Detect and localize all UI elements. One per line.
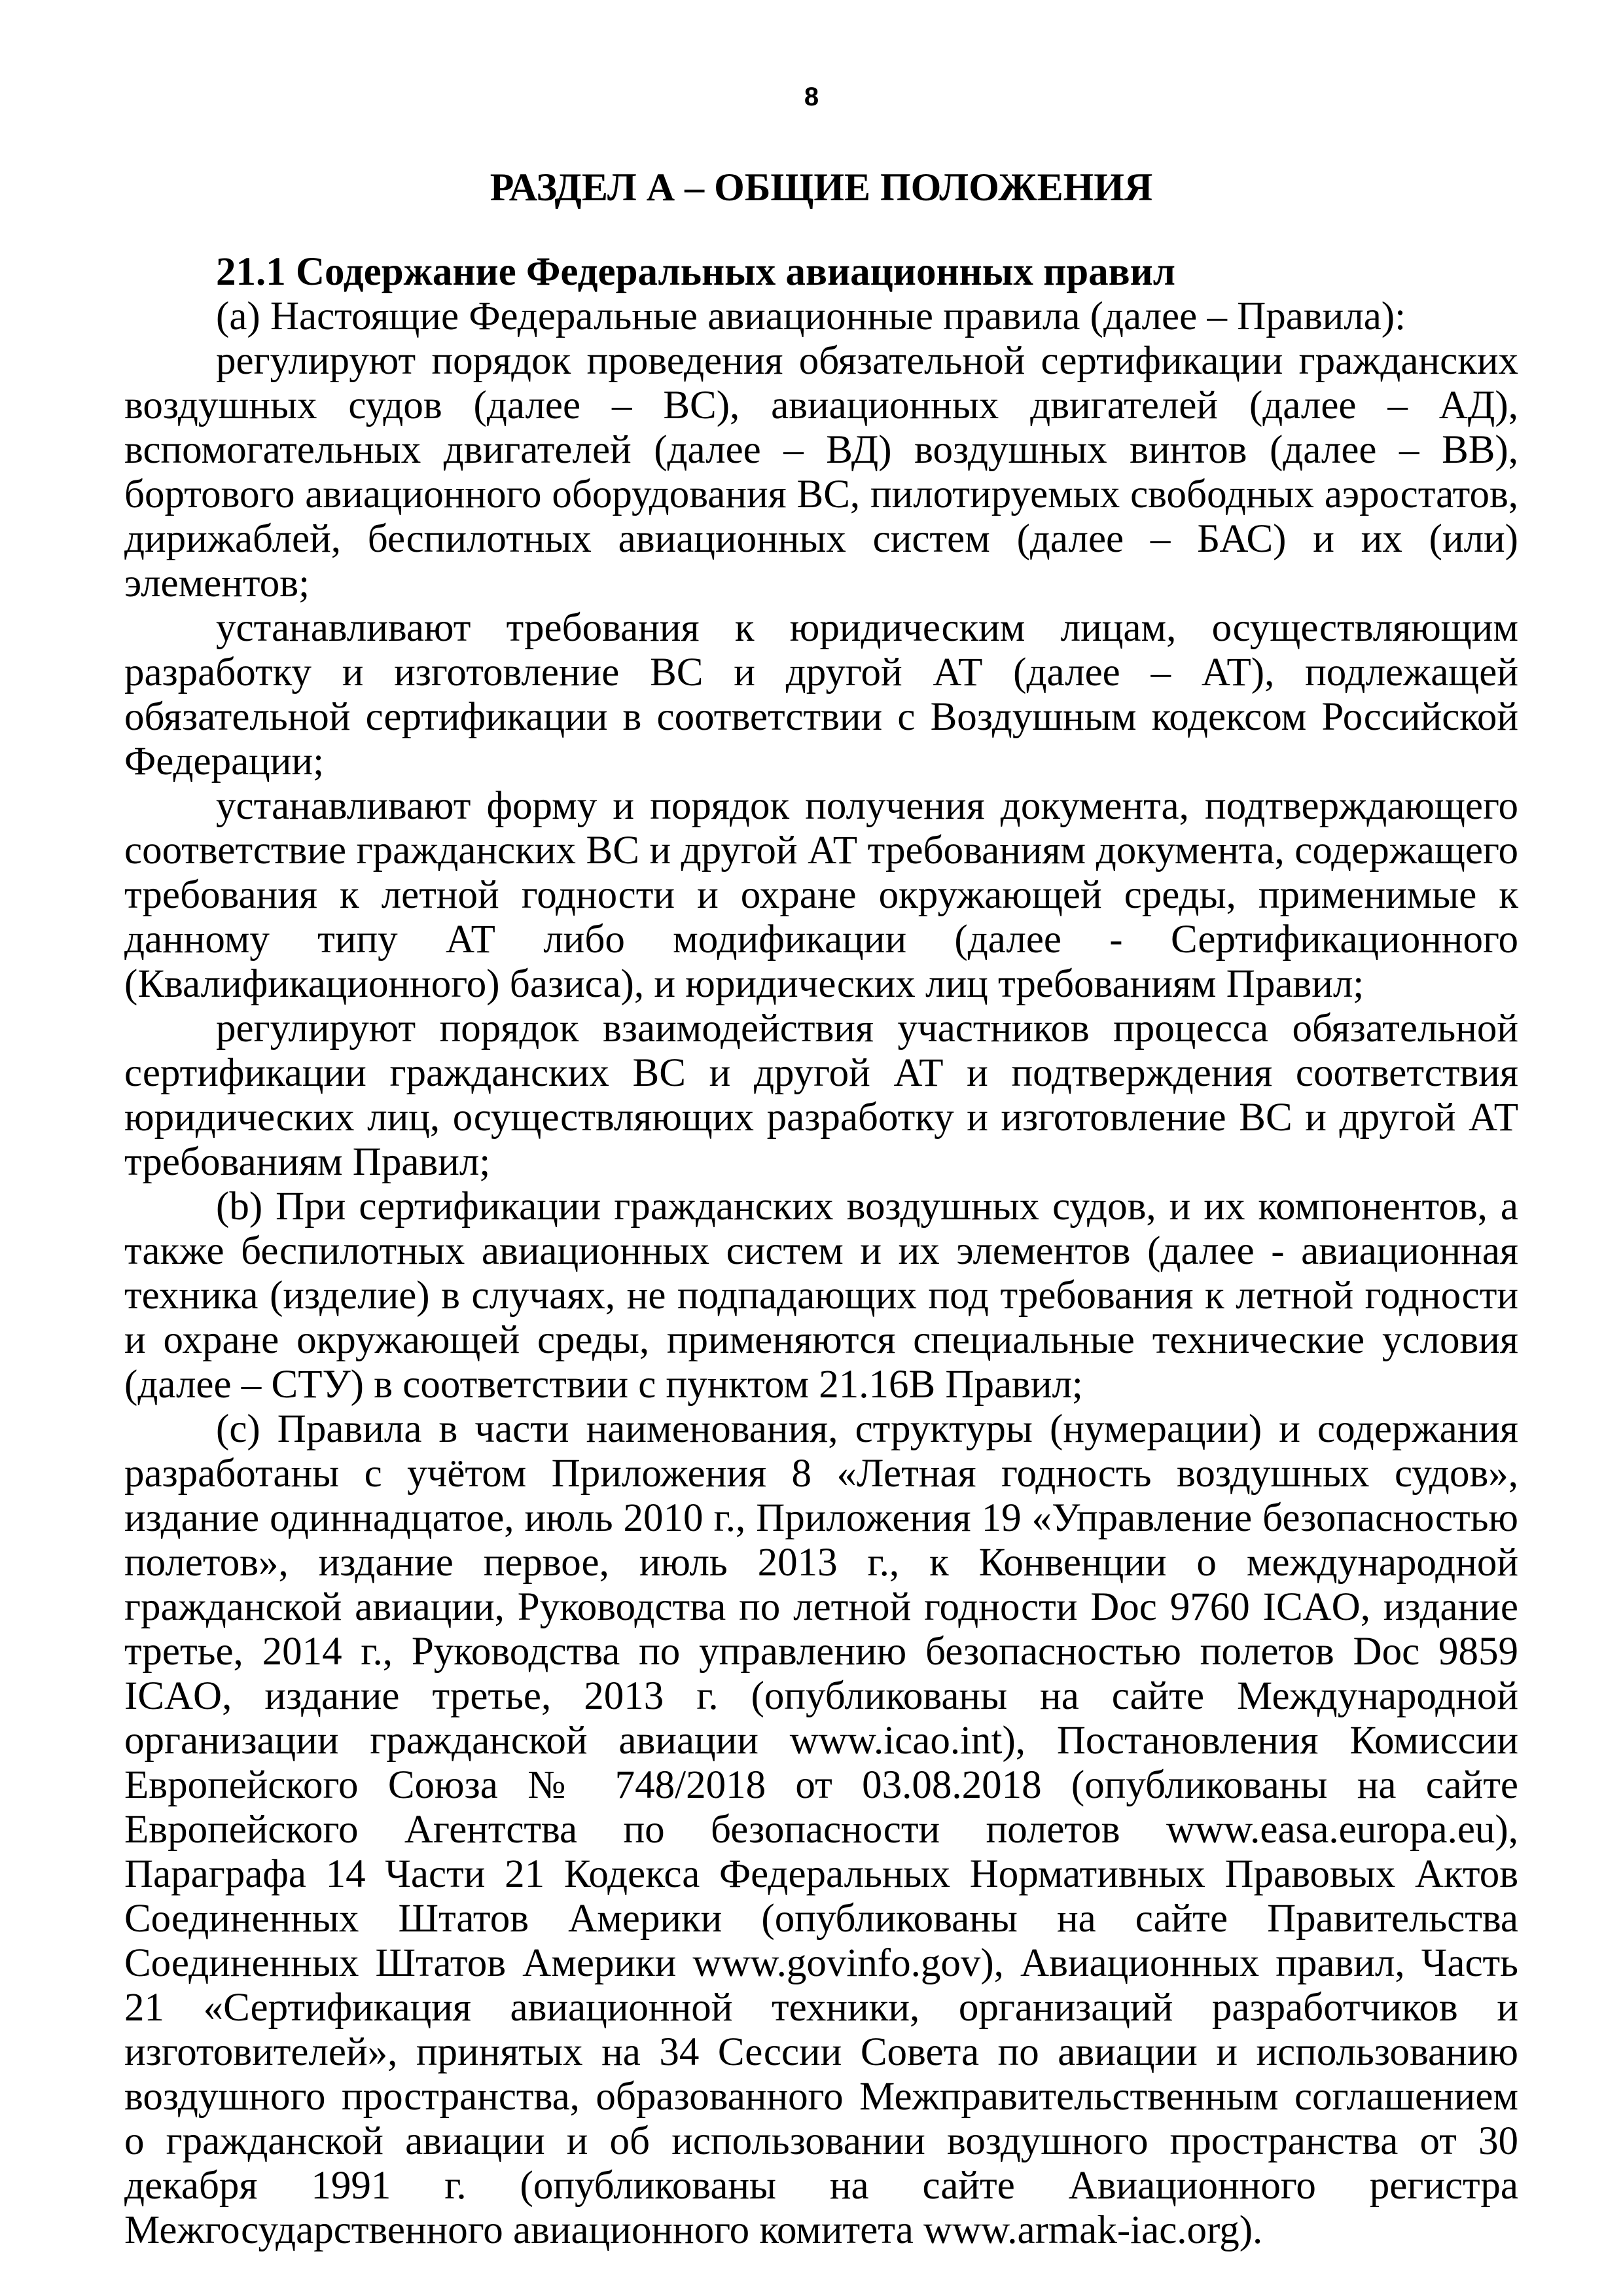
- subsection-title: 21.1 Содержание Федеральных авиационных правил: [216, 250, 1175, 294]
- paragraph-document-form: устанавливают форму и порядок получения документа, подтверждающего соответствие гражданских ВС и другой АТ требованиям документа, содержащего требования к летной годности и охране окружающей среды, применимые к данному типу АТ либо модификации (далее - Сертификационного (Квалификационного) базиса), и юридических лиц требованиям Правил;: [124, 784, 1518, 1006]
- page-number: 8: [804, 82, 819, 111]
- document-body: [124, 250, 1518, 2253]
- paragraph-b-special-conditions: (b) При сертификации гражданских воздушных судов, и их компонентов, а также беспилотных авиационных систем и их элементов (далее - авиационная техника (изделие) в случаях, не подпадающих под требования к летной годности и охране окружающей среды, применяются специальные технические условия (далее – СТУ) в соответствии с пунктом 21.16В Правил;: [124, 1185, 1518, 1407]
- paragraph-a-intro: (a) Настоящие Федеральные авиационные правила (далее – Правила):: [216, 295, 1406, 338]
- paragraph-participant-interaction: регулируют порядок взаимодействия участников процесса обязательной сертификации гражданских ВС и другой АТ и подтверждения соответствия юридических лиц, осуществляющих разработку и изготовление ВС и другой АТ требованиям Правил;: [124, 1007, 1518, 1184]
- paragraph-legal-entity-requirements: устанавливают требования к юридическим лицам, осуществляющим разработку и изготовление ВС и другой АТ (далее – АТ), подлежащей обязательной сертификации в соответствии с Воздушным кодексом Российской Федерации;: [124, 606, 1518, 783]
- paragraph-certification-scope: регулируют порядок проведения обязательной сертификации гражданских воздушных судов (далее – ВС), авиационных двигателей (далее – АД), вспомогательных двигателей (далее – ВД) воздушных винтов (далее – ВВ), бортового авиационного оборудования ВС, пилотируемых свободных аэростатов, дирижаблей, беспилотных авиационных систем (далее – БАС) и их (или) элементов;: [124, 339, 1518, 605]
- paragraph-c-references: (c) Правила в части наименования, структуры (нумерации) и содержания разработаны с учётом Приложения 8 «Летная годность воздушных судов», издание одиннадцатое, июль 2010 г., Приложения 19 «Управление безопасностью полетов», издание первое, июль 2013 г., к Конвенции о международной гражданской авиации, Руководства по летной годности Doc 9760 ICAO, издание третье, 2014 г., Руководства по управлению безопасностью полетов Doc 9859 ICAO, издание третье, 2013 г. (опубликованы на сайте Международной организации гражданской авиации www.icao.int), Постановления Комиссии Европейского Союза № 748/2018 от 03.08.2018 (опубликованы на сайте Европейского Агентства по безопасности полетов www.easa.europa.eu), Параграфа 14 Части 21 Кодекса Федеральных Нормативных Правовых Актов Соединенных Штатов Америки (опубликованы на сайте Правительства Соединенных Штатов Америки www.govinfo.gov), Авиационных правил, Часть 21 «Сертификация авиационной техники, организаций разработчиков и изготовителей», принятых на 34 Сессии Совета по авиации и использованию воздушного пространства, образованного Межправительственным соглашением о гражданской авиации и об использовании воздушного пространства от 30 декабря 1991 г. (опубликованы на сайте Авиационного регистра Межгосударственного авиационного комитета www.armak-iac.org).: [124, 1407, 1518, 2252]
- section-title: РАЗДЕЛ А – ОБЩИЕ ПОЛОЖЕНИЯ: [490, 166, 1153, 209]
